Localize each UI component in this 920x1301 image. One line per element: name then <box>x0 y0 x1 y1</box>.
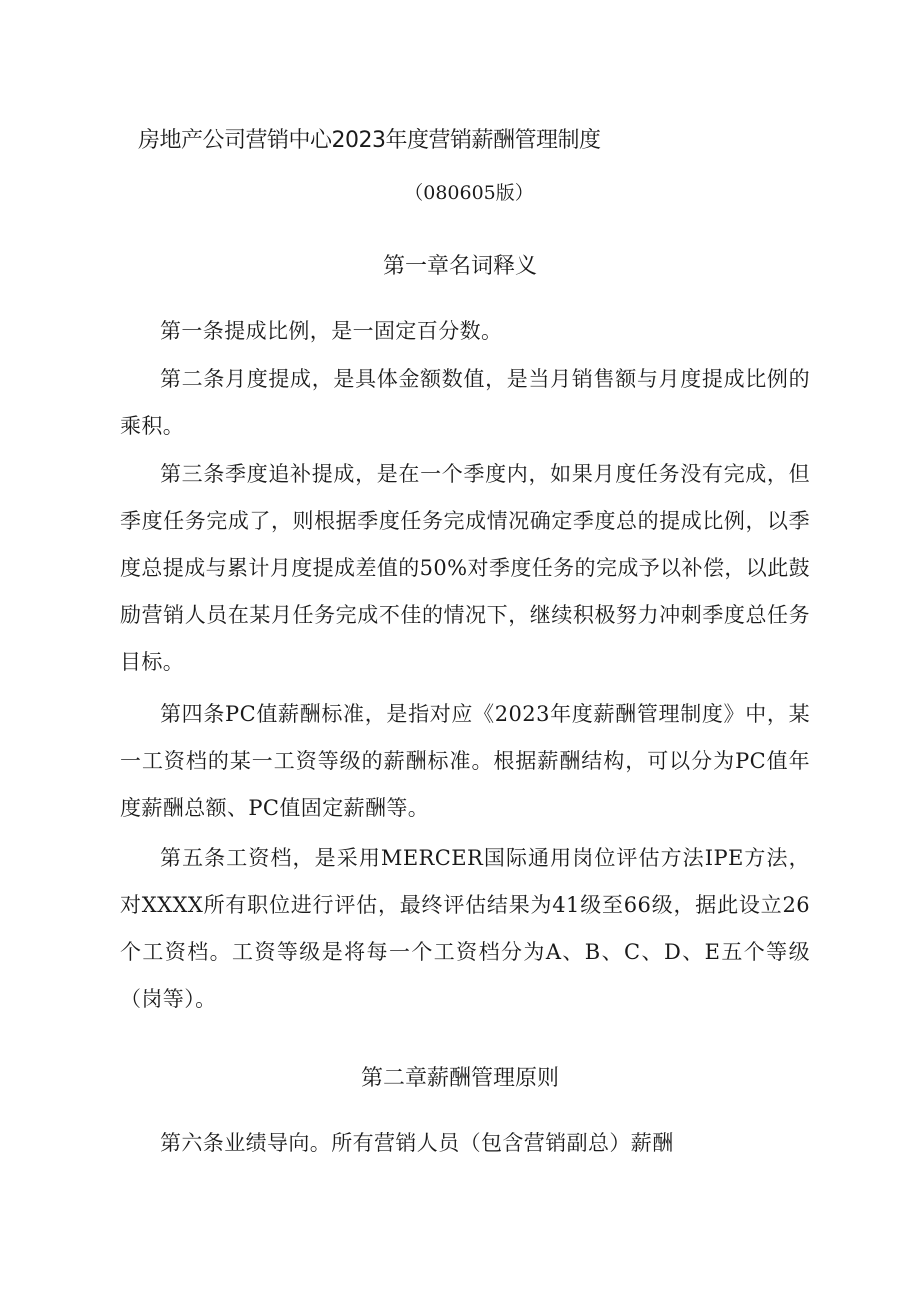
document-version: （080605版） <box>404 182 534 204</box>
chapter-heading: 第一章名词释义 <box>382 254 537 279</box>
article-paragraph: 第一条提成比例，是一固定百分数。 <box>160 319 503 343</box>
article-paragraph: 第二条月度提成，是具体金额数值，是当月销售额与月度提成比例的乘积。 <box>120 367 810 438</box>
article-paragraph: 第四条PC值薪酬标准，是指对应《2023年度薪酬管理制度》中，某一工资档的某一工资等级的薪酬标准。根据薪酬结构，可以分为PC值年度薪酬总额、PC值固定薪酬等。 <box>120 702 810 820</box>
article-paragraph: 第三条季度追补提成，是在一个季度内，如果月度任务没有完成，但季度任务完成了，则根据季度任务完成情况确定季度总的提成比例，以季度总提成与累计月度提成差值的50%对季度任务的完成予以补偿，以此鼓励营销人员在某月任务完成不佳的情况下，继续积极努力冲刺季度总任务目标。 <box>120 462 810 674</box>
chapter-heading: 第二章薪酬管理原则 <box>360 1066 559 1091</box>
article-paragraph: 第五条工资档，是采用MERCER国际通用岗位评估方法IPE方法，对XXXX所有职位进行评估，最终评估结果为41级至66级，据此设立26个工资档。工资等级是将每一个工资档分为A、B、C、D、E五个等级（岗等）。 <box>120 846 810 1011</box>
document-title: 房地产公司营销中心2023年度营销薪酬管理制度 <box>138 128 601 153</box>
article-paragraph: 第六条业绩导向。所有营销人员（包含营销副总）薪酬 <box>160 1131 674 1155</box>
